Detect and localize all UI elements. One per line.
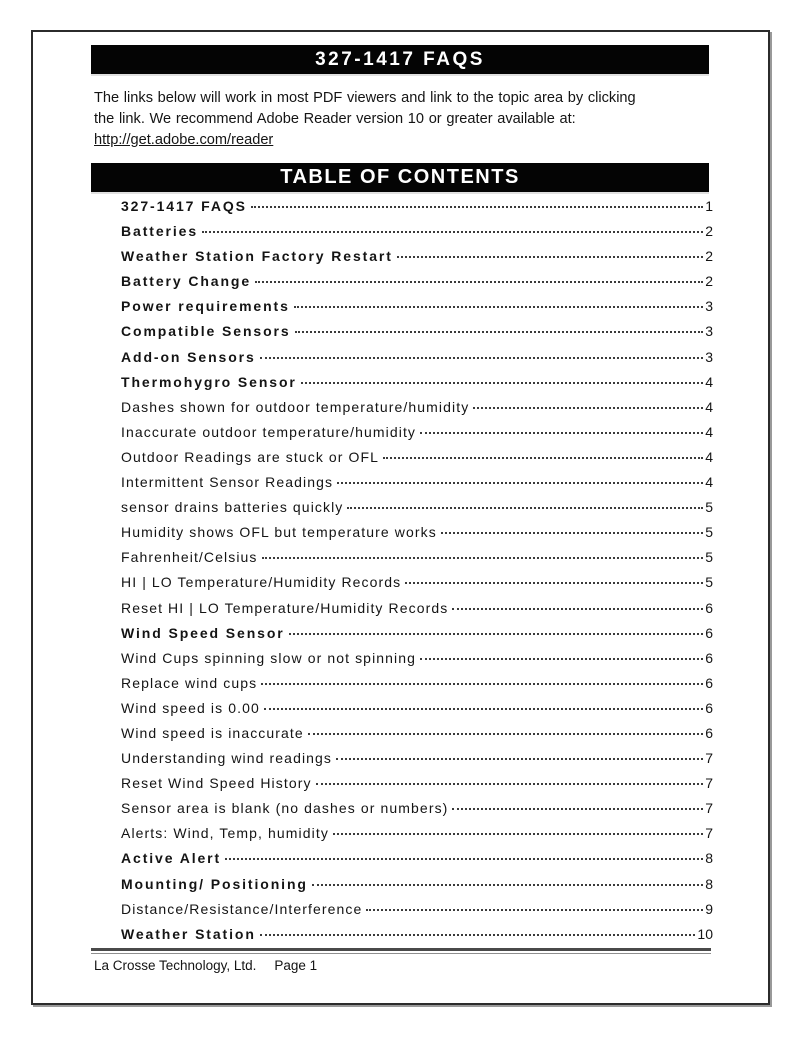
toc-entry[interactable] <box>121 244 713 269</box>
toc-entry[interactable] <box>121 897 713 922</box>
dot-leader <box>260 357 703 359</box>
toc-entry-page: 4 <box>705 448 713 465</box>
toc-entry-page: 5 <box>705 499 713 516</box>
toc-entry-label[interactable]: Humidity shows OFL but temperature works <box>121 524 437 541</box>
toc-entry[interactable] <box>121 771 713 796</box>
dot-leader <box>333 833 703 835</box>
toc-entry-page: 4 <box>705 474 713 491</box>
toc-entry-page: 5 <box>705 524 713 541</box>
toc-entry-label[interactable]: Replace wind cups <box>121 674 258 691</box>
toc-entry[interactable] <box>121 646 713 671</box>
toc-entry-page: 6 <box>705 649 713 666</box>
toc-entry[interactable] <box>121 294 713 319</box>
dot-leader <box>420 432 703 434</box>
toc-entry[interactable] <box>121 219 713 244</box>
dot-leader <box>225 858 703 860</box>
toc-entry-page: 6 <box>705 674 713 691</box>
toc-entry[interactable] <box>121 194 713 219</box>
toc-entry-label[interactable]: Reset Wind Speed History <box>121 775 312 792</box>
dot-leader <box>260 934 696 936</box>
intro-paragraph <box>94 88 734 151</box>
dot-leader <box>261 683 703 685</box>
toc-entry-page: 3 <box>705 323 713 340</box>
toc-entry-label[interactable]: HI | LO Temperature/Humidity Records <box>121 574 402 591</box>
toc-entry[interactable] <box>121 470 713 495</box>
toc-entry[interactable] <box>121 445 713 470</box>
footer-page-number: Page 1 <box>274 958 318 973</box>
toc-entry-page: 2 <box>705 223 713 240</box>
dot-leader <box>441 532 703 534</box>
dot-leader <box>312 884 703 886</box>
toc-entry-page: 6 <box>705 624 713 641</box>
toc-entry-page: 1 <box>705 198 713 214</box>
toc-entry-label[interactable]: Compatible Sensors <box>121 323 291 340</box>
toc-entry-label[interactable]: Understanding wind readings <box>121 750 333 767</box>
toc-entry[interactable] <box>121 846 713 871</box>
toc-entry[interactable] <box>121 495 713 520</box>
dot-leader <box>262 557 704 559</box>
toc-entry[interactable] <box>121 395 713 420</box>
toc-entry-label[interactable]: Outdoor Readings are stuck or OFL <box>121 448 380 465</box>
dot-leader <box>295 331 704 333</box>
toc-entry[interactable] <box>121 319 713 344</box>
toc-entry[interactable] <box>121 696 713 721</box>
intro-line-1: The links below will work in most PDF viewers and link to the topic area by clicking <box>94 90 636 106</box>
pdf-page <box>31 30 770 1005</box>
toc-entry[interactable] <box>121 621 713 646</box>
toc-entry-label[interactable]: Add-on Sensors <box>121 348 256 365</box>
toc-entry-label[interactable]: Wind speed is inaccurate <box>121 724 304 741</box>
dot-leader <box>202 231 703 233</box>
dot-leader <box>289 633 704 635</box>
toc-entry-page: 4 <box>705 373 713 390</box>
toc-entry-page: 6 <box>705 724 713 741</box>
toc-entry-label[interactable]: Wind Cups spinning slow or not spinning <box>121 649 417 666</box>
toc-entry-page: 9 <box>705 900 713 917</box>
dot-leader <box>452 608 703 610</box>
toc-entry-page: 6 <box>705 699 713 716</box>
toc-entry[interactable] <box>121 345 713 370</box>
toc-entry-label[interactable]: Power requirements <box>121 298 290 315</box>
toc-entry-page: 10 <box>697 925 713 942</box>
toc-entry-page: 8 <box>705 875 713 892</box>
toc-entry[interactable] <box>121 596 713 621</box>
toc-entry-page: 5 <box>705 574 713 591</box>
adobe-reader-link[interactable]: http://get.adobe.com/reader <box>94 132 274 148</box>
dot-leader <box>347 507 703 509</box>
toc-entry-page: 2 <box>705 273 713 290</box>
toc-entry-label[interactable]: Weather Station <box>121 925 256 942</box>
dot-leader <box>397 256 703 258</box>
toc-entry-label[interactable]: Fahrenheit/Celsius <box>121 549 258 566</box>
dot-leader <box>366 909 703 911</box>
toc-entry[interactable] <box>121 796 713 821</box>
toc-entry-label[interactable]: Mounting/ Positioning <box>121 875 308 892</box>
toc-entry-label[interactable]: Battery Change <box>121 273 252 290</box>
toc-entry-label[interactable]: Dashes shown for outdoor temperature/humidity <box>121 398 470 415</box>
toc-entry-page: 7 <box>705 775 713 792</box>
toc-list <box>121 194 713 947</box>
toc-entry[interactable] <box>121 545 713 570</box>
toc-entry[interactable] <box>121 269 713 294</box>
dot-leader <box>316 783 704 785</box>
dot-leader <box>452 808 703 810</box>
toc-entry[interactable] <box>121 520 713 545</box>
toc-entry[interactable] <box>121 821 713 846</box>
toc-entry[interactable] <box>121 922 713 947</box>
toc-entry-page: 3 <box>705 348 713 365</box>
toc-entry-label[interactable]: Thermohygro Sensor <box>121 373 297 390</box>
footer-company: La Crosse Technology, Ltd. <box>94 958 257 973</box>
document-title-bar <box>91 45 709 74</box>
toc-entry-label[interactable]: Active Alert <box>121 850 222 867</box>
dot-leader <box>420 658 703 660</box>
toc-entry-label[interactable]: Batteries <box>121 223 199 240</box>
dot-leader <box>405 582 703 584</box>
toc-entry[interactable] <box>121 420 713 445</box>
toc-entry[interactable] <box>121 370 713 395</box>
toc-entry-page: 2 <box>705 248 713 265</box>
dot-leader <box>473 407 703 409</box>
toc-entry-label[interactable]: Intermittent Sensor Readings <box>121 474 334 491</box>
table-of-contents-bar <box>91 163 709 192</box>
toc-entry-label[interactable]: Wind speed is 0.00 <box>121 699 260 716</box>
page-footer <box>94 958 317 973</box>
dot-leader <box>251 206 703 208</box>
toc-entry-page: 5 <box>705 549 713 566</box>
dot-leader <box>336 758 703 760</box>
toc-entry-page: 6 <box>705 599 713 616</box>
toc-entry[interactable] <box>121 671 713 696</box>
dot-leader <box>337 482 703 484</box>
toc-entry[interactable] <box>121 570 713 595</box>
dot-leader <box>308 733 703 735</box>
toc-entry-label[interactable]: Alerts: Wind, Temp, humidity <box>121 825 329 842</box>
toc-entry-label[interactable]: sensor drains batteries quickly <box>121 499 344 516</box>
toc-entry-label[interactable]: Inaccurate outdoor temperature/humidity <box>121 423 417 440</box>
document-title: 327-1417 FAQS <box>315 48 485 70</box>
toc-entry-page: 4 <box>705 423 713 440</box>
dot-leader <box>383 457 703 459</box>
dot-leader <box>294 306 703 308</box>
toc-entry-page: 7 <box>705 800 713 817</box>
dot-leader <box>255 281 703 283</box>
toc-entry-page: 7 <box>705 750 713 767</box>
dot-leader <box>301 382 703 384</box>
dot-leader <box>264 708 703 710</box>
toc-entry[interactable] <box>121 721 713 746</box>
intro-line-2: the link. We recommend Adobe Reader version 10 or greater available at: <box>94 111 576 127</box>
toc-entry-label[interactable]: Wind Speed Sensor <box>121 624 285 641</box>
toc-entry-label[interactable]: Reset HI | LO Temperature/Humidity Records <box>121 599 449 616</box>
toc-entry-label[interactable]: Distance/Resistance/Interference <box>121 900 363 917</box>
table-of-contents-title: TABLE OF CONTENTS <box>280 166 520 188</box>
toc-entry-label[interactable]: 327-1417 FAQS <box>121 198 247 214</box>
toc-entry-page: 3 <box>705 298 713 315</box>
toc-entry-label[interactable]: Sensor area is blank (no dashes or numbers) <box>121 800 449 817</box>
toc-entry-page: 8 <box>705 850 713 867</box>
toc-entry-page: 4 <box>705 398 713 415</box>
footer-separator <box>91 948 711 954</box>
toc-entry[interactable] <box>121 872 713 897</box>
toc-entry-label[interactable]: Weather Station Factory Restart <box>121 248 393 265</box>
toc-entry-page: 7 <box>705 825 713 842</box>
toc-entry[interactable] <box>121 746 713 771</box>
